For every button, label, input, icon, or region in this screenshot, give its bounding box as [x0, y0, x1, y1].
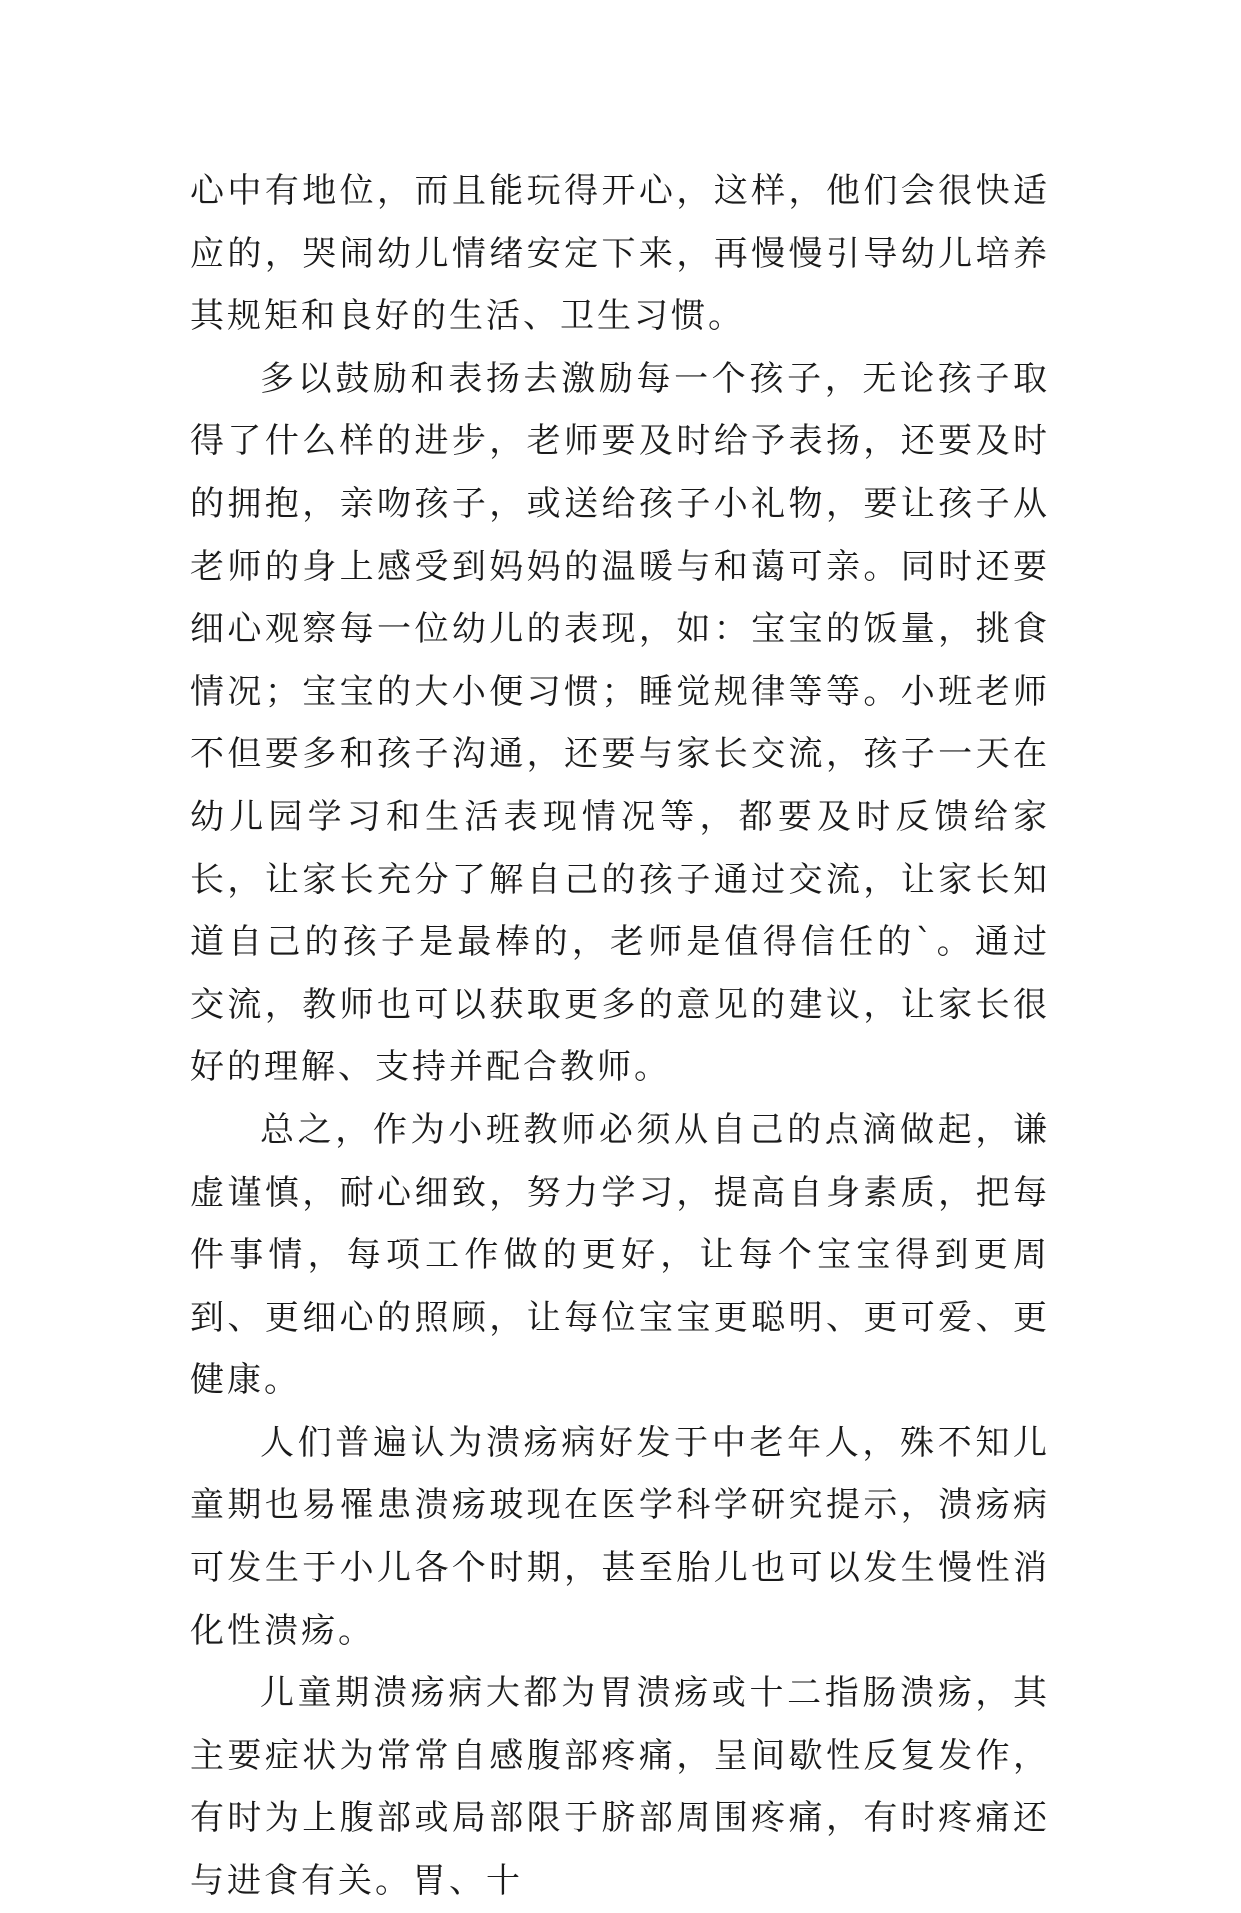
paragraph-1: 心中有地位，而且能玩得开心，这样，他们会很快适应的，哭闹幼儿情绪安定下来，再慢慢引导幼儿培养其规矩和良好的生活、卫生习惯。: [190, 171, 1050, 337]
paragraph-4: 人们普遍认为溃疡病好发于中老年人，殊不知儿童期也易罹患溃疡玻现在医学科学研究提示，溃疡病可发生于小儿各个时期，甚至胎儿也可以发生慢性消化性溃疡。: [190, 1422, 1050, 1651]
paragraph-2: 多以鼓励和表扬去激励每一个孩子，无论孩子取得了什么样的进步，老师要及时给予表扬，还要及时的拥抱，亲吻孩子，或送给孩子小礼物，要让孩子从老师的身上感受到妈妈的温暖与和蔼可亲。同时还要细心观察每一位幼儿的表现，如：宝宝的饭量，挑食情况；宝宝的大小便习惯；睡觉规律等等。小班老师不但要多和孩子沟通，还要与家长交流，孩子一天在幼儿园学习和生活表现情况等，都要及时反馈给家长，让家长充分了解自己的孩子通过交流，让家长知道自己的孩子是最棒的，老师是值得信任的`。通过交流，教师也可以获取更多的意见的建议，让家长很好的理解、支持并配合教师。: [190, 358, 1050, 1088]
document-body: [190, 160, 1050, 1913]
paragraph-5: 儿童期溃疡病大都为胃溃疡或十二指肠溃疡，其主要症状为常常自感腹部疼痛，呈间歇性反复发作，有时为上腹部或局部限于脐部周围疼痛，有时疼痛还与进食有关。胃、十: [190, 1673, 1050, 1902]
paragraph-3: 总之，作为小班教师必须从自己的点滴做起，谦虚谨慎，耐心细致，努力学习，提高自身素质，把每件事情，每项工作做的更好，让每个宝宝得到更周到、更细心的照顾，让每位宝宝更聪明、更可爱、更健康。: [190, 1109, 1050, 1401]
